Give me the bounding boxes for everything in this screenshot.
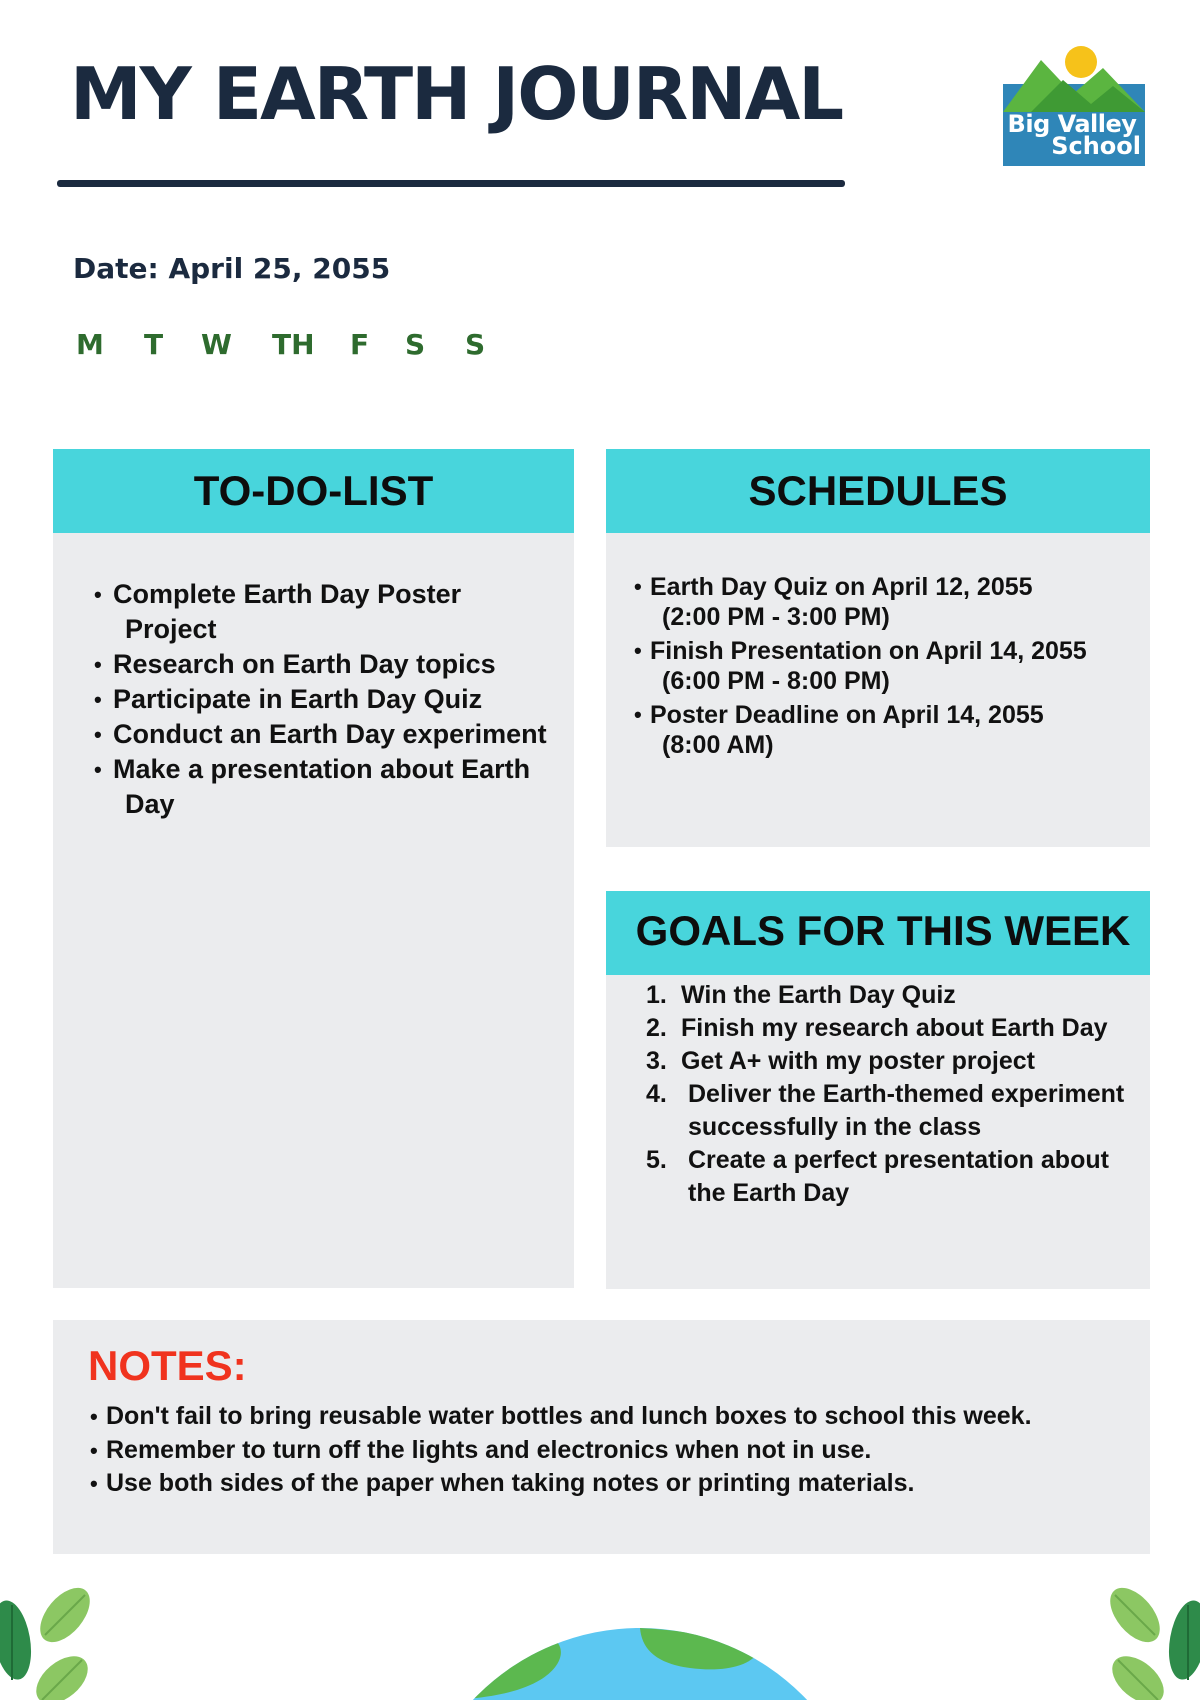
goal-item: [646, 1045, 1126, 1078]
leaf-cluster-left-icon: [0, 1585, 100, 1700]
school-logo: [1003, 46, 1145, 166]
day-sunday[interactable]: S: [465, 328, 486, 361]
note-item: • Don't fail to bring reusable water bottles and lunch boxes to school this week.: [106, 1400, 1136, 1434]
goals-list: [646, 979, 1126, 1210]
schedule-item: [650, 571, 1130, 633]
schedule-item: [650, 635, 1130, 697]
day-friday[interactable]: F: [350, 328, 370, 361]
goal-text: Get A+ with my poster project: [681, 1047, 1036, 1075]
leaf-cluster-right-icon: [1100, 1585, 1200, 1700]
schedule-item: [650, 699, 1130, 761]
goal-number: 4.: [646, 1080, 667, 1108]
notes-heading: NOTES:: [88, 1342, 247, 1389]
notes-list: [106, 1400, 1136, 1501]
goal-number: 5.: [646, 1146, 667, 1174]
earth-globe-icon: [420, 1628, 860, 1700]
schedule-event: Earth Day Quiz on April 12, 2055: [650, 573, 1033, 601]
schedules-panel: [606, 449, 1150, 847]
note-item: • Remember to turn off the lights and electronics when not in use.: [106, 1434, 1136, 1468]
todo-panel: [53, 449, 574, 1288]
schedules-list: [650, 571, 1130, 763]
schedule-time: (8:00 AM): [662, 731, 774, 759]
todo-item: • Conduct an Earth Day experiment: [113, 717, 553, 752]
goal-text: Win the Earth Day Quiz: [681, 981, 956, 1009]
schedule-time: (6:00 PM - 8:00 PM): [662, 667, 890, 695]
schedules-heading: SCHEDULES: [606, 449, 1150, 533]
notes-panel: [53, 1320, 1150, 1554]
day-tuesday[interactable]: T: [144, 328, 164, 361]
goal-number: 2.: [646, 1014, 667, 1042]
journal-title: MY EARTH JOURNAL: [70, 52, 843, 136]
goal-text: Deliver the Earth-themed experiment successfully in the class: [688, 1080, 1125, 1141]
day-wednesday[interactable]: W: [201, 328, 232, 361]
schedule-event: Finish Presentation on April 14, 2055: [650, 637, 1087, 665]
goal-text: Create a perfect presentation about the Earth Day: [688, 1146, 1109, 1207]
goals-panel: [606, 891, 1150, 1289]
goal-item: [646, 979, 1126, 1012]
journal-date: Date: April 25, 2055: [73, 252, 391, 285]
logo-line-1: Big Valley: [1007, 110, 1137, 138]
goal-text: Finish my research about Earth Day: [681, 1014, 1108, 1042]
goal-item: [646, 1144, 1126, 1210]
todo-item: • Participate in Earth Day Quiz: [113, 682, 553, 717]
title-underline: [57, 180, 845, 187]
note-item: • Use both sides of the paper when taking notes or printing materials.: [106, 1467, 1136, 1501]
goal-number: 1.: [646, 981, 667, 1009]
goal-item: [646, 1012, 1126, 1045]
day-saturday[interactable]: S: [405, 328, 426, 361]
schedule-time: (2:00 PM - 3:00 PM): [662, 603, 890, 631]
day-thursday[interactable]: TH: [272, 328, 315, 361]
todo-list: [113, 577, 553, 822]
todo-item: • Make a presentation about Earth Day: [113, 752, 553, 822]
goal-item: [646, 1078, 1126, 1144]
todo-item: • Research on Earth Day topics: [113, 647, 553, 682]
goals-heading: GOALS FOR THIS WEEK: [606, 891, 1150, 975]
todo-item: • Complete Earth Day Poster Project: [113, 577, 553, 647]
logo-line-2: School: [1051, 132, 1141, 160]
goal-number: 3.: [646, 1047, 667, 1075]
schedule-event: Poster Deadline on April 14, 2055: [650, 701, 1044, 729]
day-monday[interactable]: M: [76, 328, 104, 361]
todo-heading: TO-DO-LIST: [53, 449, 574, 533]
